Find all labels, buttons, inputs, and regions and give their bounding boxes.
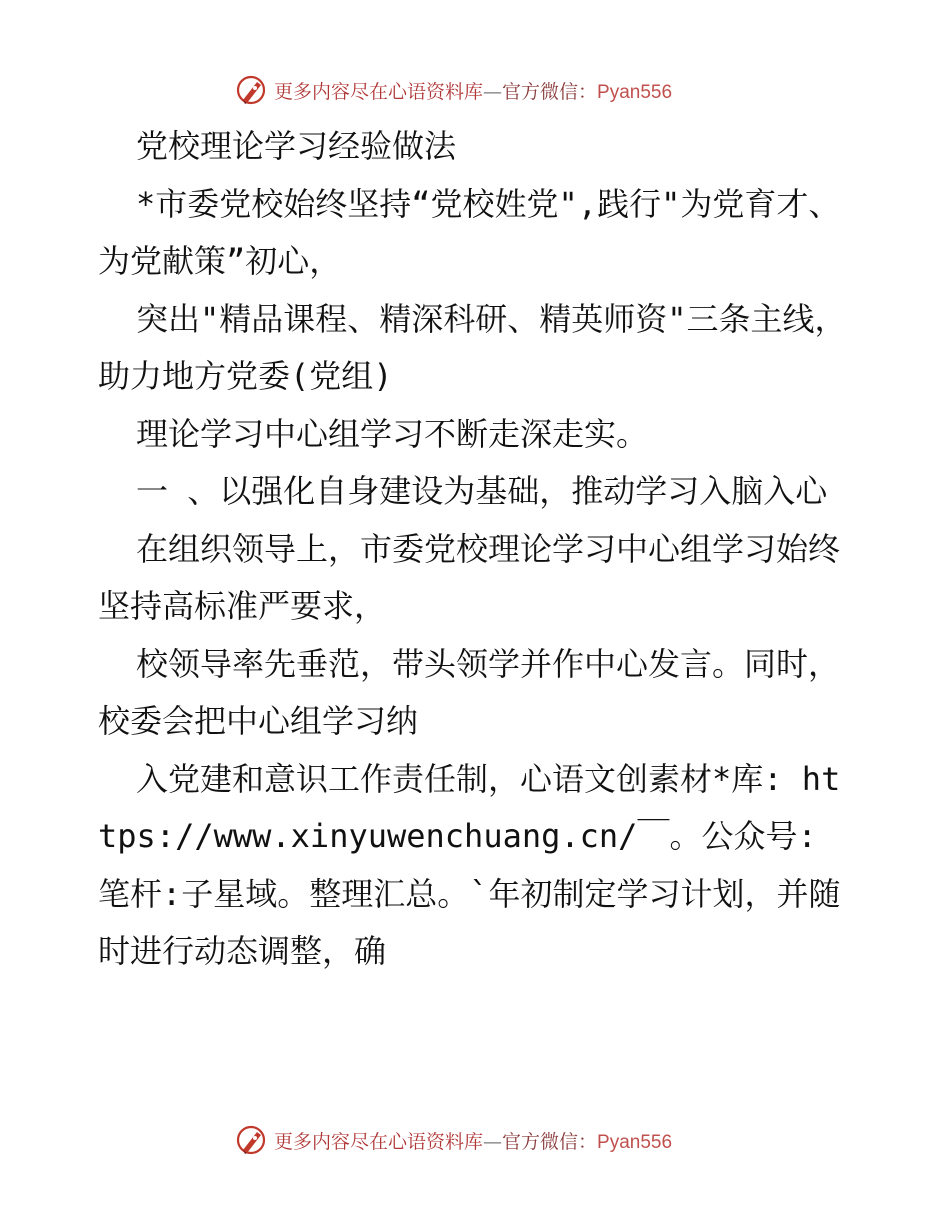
watermark-wechat-id: Pyan556 — [597, 81, 673, 103]
watermark-wechat-label: 官方微信： — [502, 80, 598, 103]
paragraph-6: 入党建和意识工作责任制，心语文创素材*库: https://www.xinyuwenchuang.cn/￣。公众号: 笔杆:子星域。整理汇总。`年初制定学习计划，并随时进行动态调整，确 — [98, 759, 841, 970]
watermark-wechat-label: 官方微信： — [502, 1130, 598, 1153]
section-heading-1: 一 、以强化自身建设为基础，推动学习入脑入心 — [136, 472, 828, 510]
paragraph-2: 突出"精品课程、精深科研、精英师资"三条主线，助力地方党委(党组) — [98, 299, 847, 395]
watermark-prefix: 更多内容尽在心语资料库 — [274, 80, 484, 103]
document-body — [98, 118, 858, 981]
paragraph-4: 在组织领导上，市委党校理论学习中心组学习始终坚持高标准严要求， — [98, 529, 841, 625]
watermark-dash: — — [483, 80, 503, 103]
watermark-text — [274, 77, 672, 104]
header-watermark — [234, 70, 672, 110]
paragraph-5: 校领导率先垂范，带头领学并作中心发言。同时，校委会把中心组学习纳 — [98, 644, 841, 740]
document-title: 党校理论学习经验做法 — [136, 127, 457, 165]
footer-watermark — [234, 1120, 672, 1160]
watermark-text — [274, 1127, 672, 1154]
watermark-prefix: 更多内容尽在心语资料库 — [274, 1130, 484, 1153]
pen-logo-icon — [234, 73, 268, 107]
watermark-wechat-id: Pyan556 — [597, 1131, 673, 1153]
pen-logo-icon — [234, 1123, 268, 1157]
paragraph-3: 理论学习中心组学习不断走深走实。 — [136, 414, 649, 453]
watermark-dash: — — [483, 1130, 503, 1153]
paragraph-1: *市委党校始终坚持“党校姓党",践行"为党育才、为党献策”初心， — [98, 184, 841, 280]
